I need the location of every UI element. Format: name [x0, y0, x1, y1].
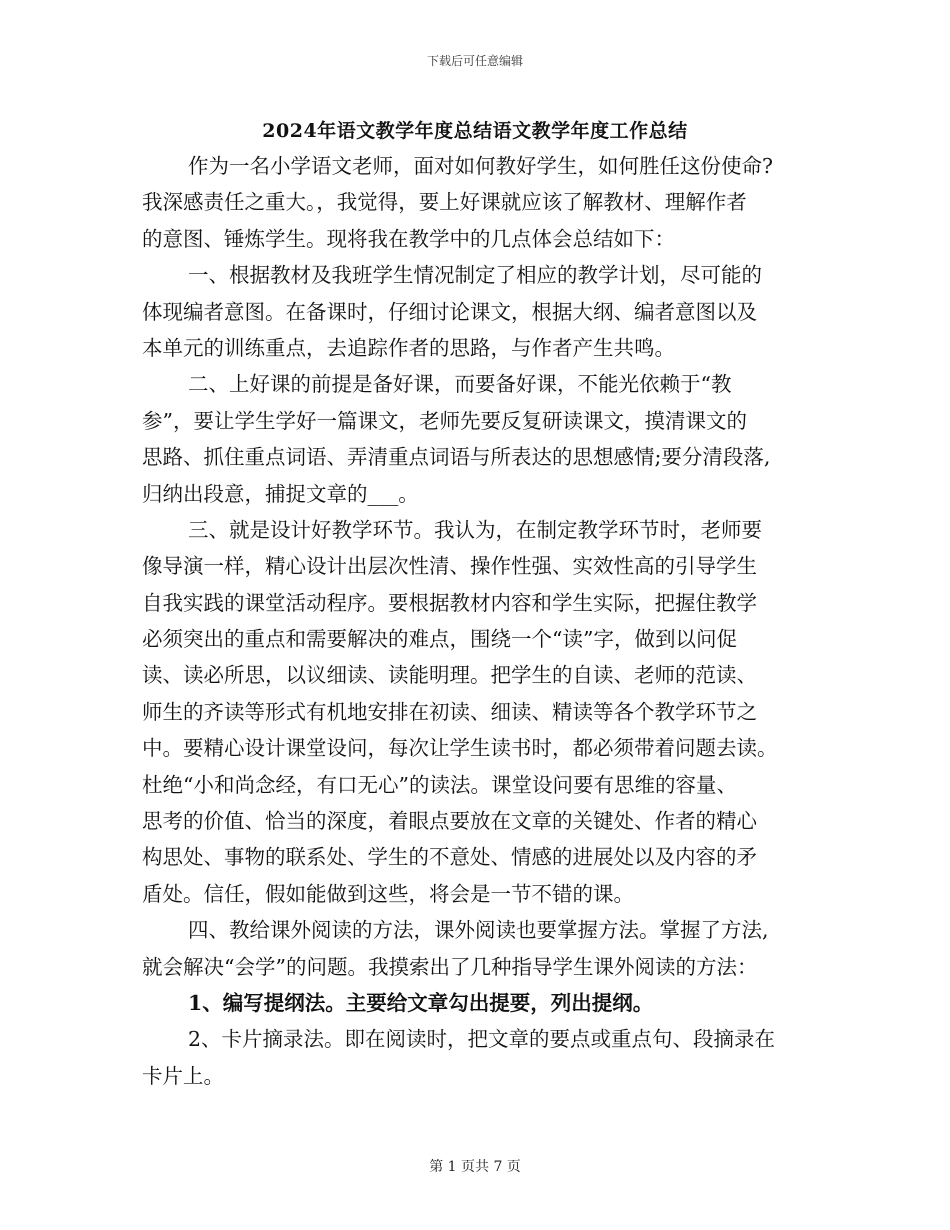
text-line: 构思处、事物的联系处、学生的不意处、情感的进展处以及内容的矛 [142, 845, 757, 870]
text-line: 本单元的训练重点，去追踪作者的思路，与作者产生共鸣。 [142, 335, 675, 360]
text-line: 自我实践的课堂活动程序。要根据教材内容和学生实际，把握住教学 [142, 590, 757, 615]
text-line: 2、卡片摘录法。即在阅读时，把文章的要点或重点句、段摘录在 [188, 1027, 776, 1052]
text-line: 的意图、锤炼学生。现将我在教学中的几点体会总结如下： [142, 226, 675, 251]
text-line: 思路、抓住重点词语、弄清重点词语与所表达的思想感情;要分清段落, [142, 445, 771, 470]
text-line: 我深感责任之重大。，我觉得，要上好课就应该了解教材、理解作者 [142, 190, 747, 215]
text-line: 思考的价值、恰当的深度，着眼点要放在文章的关键处、作者的精心 [142, 809, 757, 834]
text-line: 像导演一样，精心设计出层次性清、操作性强、实效性高的引导学生 [142, 554, 757, 579]
text-line: 盾处。信任，假如能做到这些，将会是一节不错的课。 [142, 881, 634, 906]
text-line: 师生的齐读等形式有机地安排在初读、细读、精读等各个教学环节之 [142, 699, 757, 724]
text-line: 二、上好课的前提是备好课，而要备好课，不能光依赖于“教 [188, 372, 732, 397]
text-line: 归纳出段意，捕捉文章的___。 [142, 481, 419, 506]
text-line: 1、编写提纲法。主要给文章勾出提要，列出提纲。 [188, 990, 654, 1015]
text-line: 中。要精心设计课堂设问，每次让学生读书时，都必须带着问题去读。 [142, 736, 778, 761]
header-note: 下载后可任意编辑 [426, 54, 523, 68]
text-line: 卡片上。 [142, 1063, 224, 1088]
text-line: 就会解决“会学”的问题。我摸索出了几种指导学生课外阅读的方法： [142, 954, 758, 979]
page-footer: 第 1 页共 7 页 [429, 1159, 521, 1175]
text-line: 参”，要让学生学好一篇课文，老师先要反复研读课文，摸清课文的 [142, 408, 747, 433]
text-line: 一、根据教材及我班学生情况制定了相应的教学计划，尽可能的 [188, 263, 762, 288]
text-line: 读、读必所思，以议细读、读能明理。把学生的自读、老师的范读、 [142, 663, 757, 688]
text-line: 作为一名小学语文老师，面对如何教好学生，如何胜任这份使命? [188, 154, 773, 178]
document-title: 2024年语文教学年度总结语文教学年度工作总结 [262, 120, 688, 142]
text-line: 体现编者意图。在备课时，仔细讨论课文，根据大纲、编者意图以及 [142, 299, 757, 324]
text-line: 三、就是设计好教学环节。我认为，在制定教学环节时，老师要 [188, 517, 762, 542]
text-line: 四、教给课外阅读的方法，课外阅读也要掌握方法。掌握了方法, [188, 918, 769, 943]
text-line: 必须突出的重点和需要解决的难点，围绕一个“读”字，做到以问促 [142, 627, 737, 652]
text-line: 杜绝“小和尚念经，有口无心”的读法。课堂设问要有思维的容量、 [142, 772, 737, 797]
document-body [142, 148, 814, 1094]
